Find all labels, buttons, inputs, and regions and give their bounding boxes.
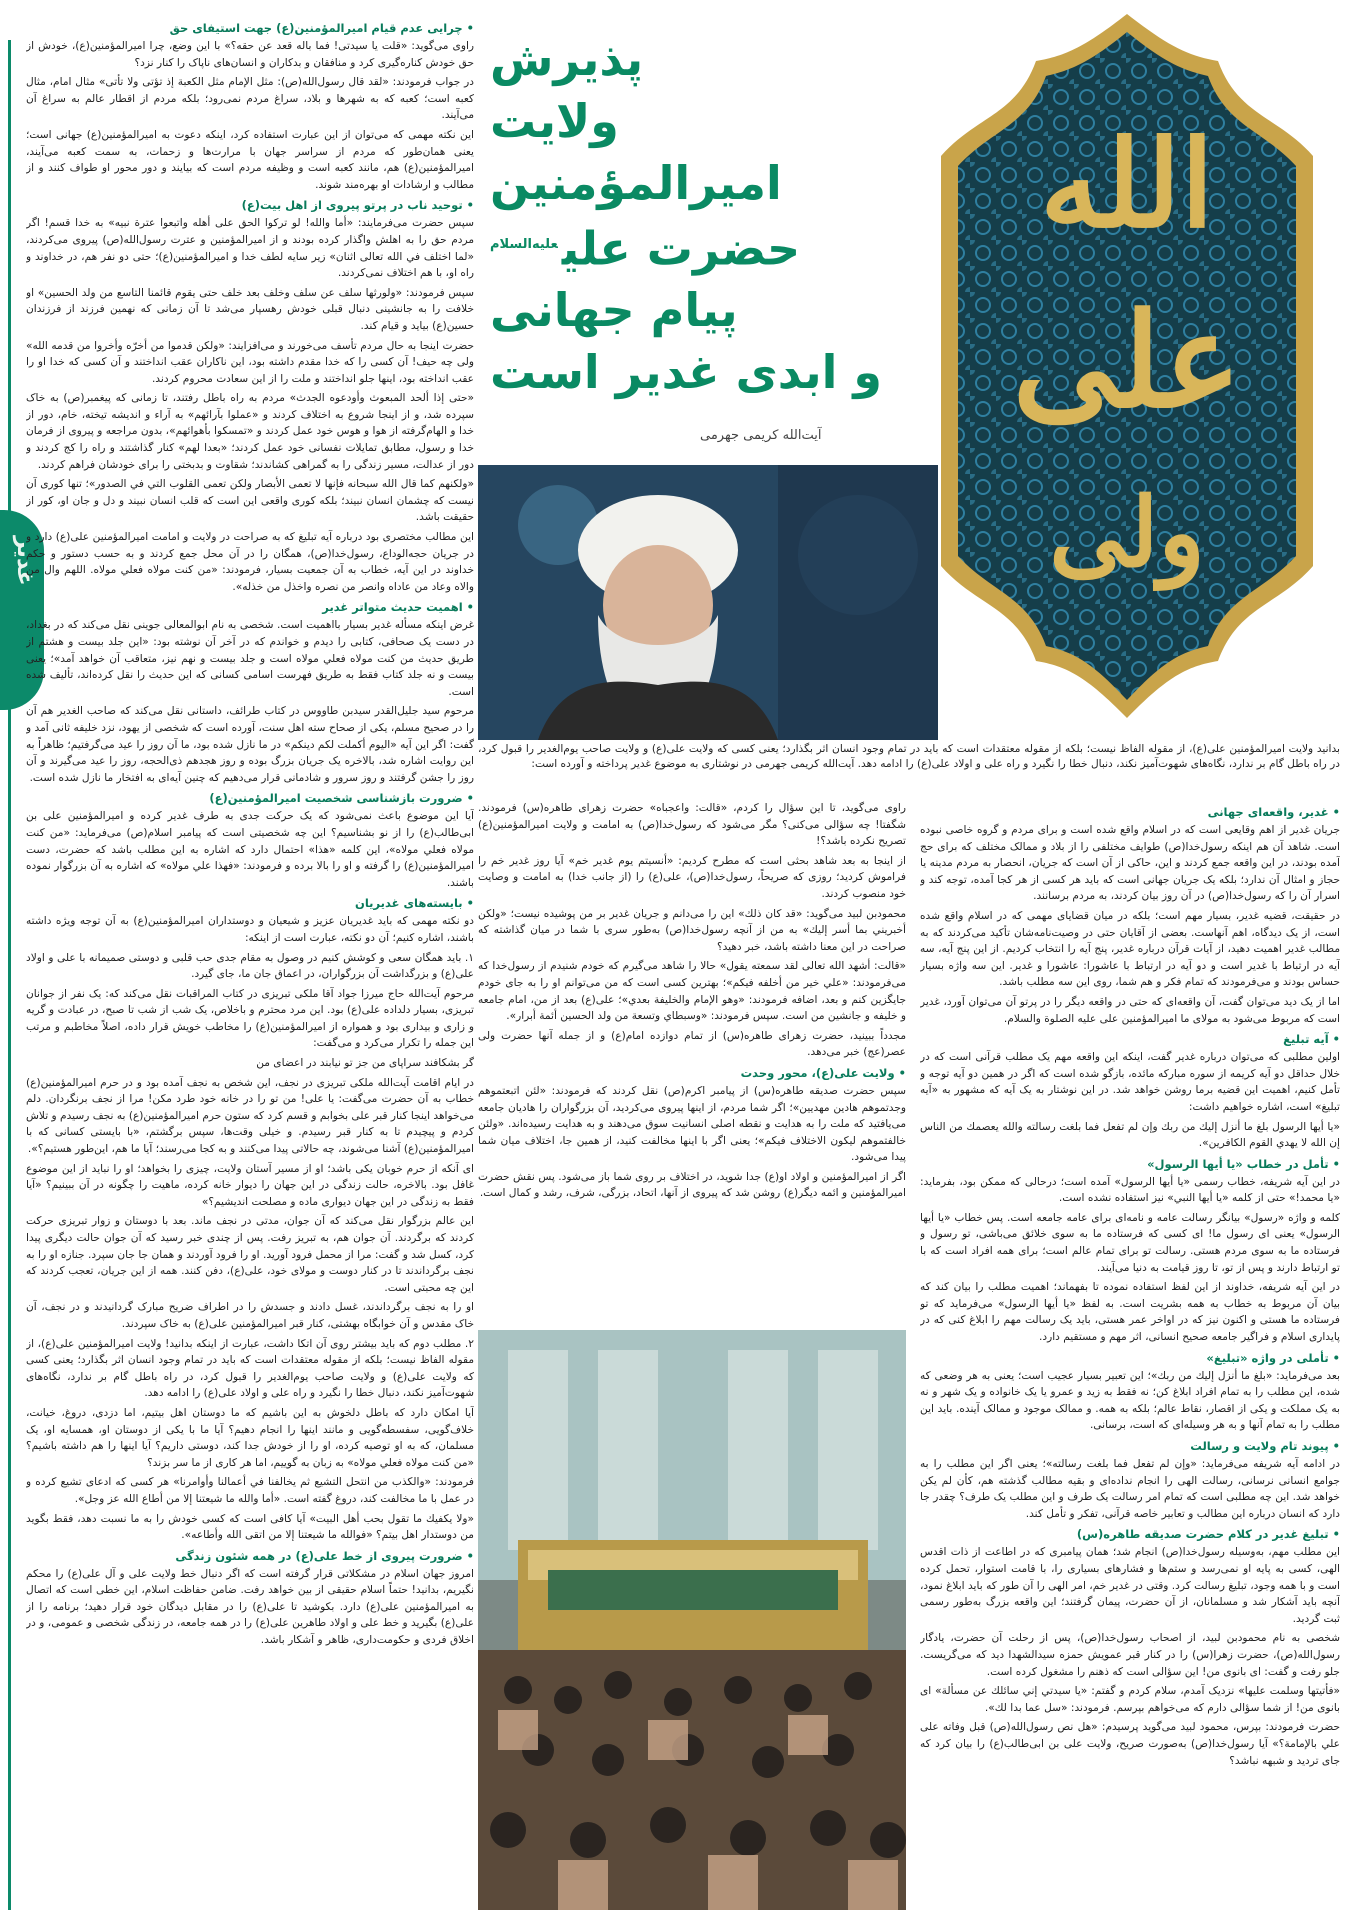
calligraphy-ali: علی [1012,284,1242,437]
paragraph: حضرت فرمودند: بپرس، محمود لبید می‌گوید پرسیدم: «هل نص رسول‌الله(ص) قبل وفاته على علي بالإمامة؟» آیا رسول‌خدا(ص) به‌صورت صریح، ولایت علی بن ابی‌طالب(ع) را بیان کرد که جای تردید و شبهه نباشد؟ [920,1721,1340,1767]
paragraph: راوی می‌گوید: «قلت یا سیدتی! فما باله قعد عن حقه؟» با این وضع، چرا امیرالمؤمنین(ع)، خودش از حق خودش کناره‌گیری کرد و منافقان و بدکاران و انسان‌های ناپاک را کنار نزد؟ [26,40,474,69]
section-heading: • تبلیغ غدیر در کلام حضرت صدیقه طاهره(س) [920,1525,1340,1543]
paragraph: آیا امکان دارد که باطل دلخوش به این باشیم که ما دوستان اهل بیتیم، اما دزدی، دروغ، خیانت، خلاف‌گویی، سفسطه‌گویی و مانند اینها را انجام دهیم؟ آیا ما با یکی از دوستان او، همسایه او، یک مسلمان، که به او توصیه کرده، او را از خودش جدا کند، دوستی داریم؟ آیا اینها را هم داشته باشیم؟ «من كنت مولاه فعلي مولاه» به زبان به گوییم، اما هر کاری از ما سر بزند؟ [26,1406,474,1469]
section-heading: • ولایت علی(ع)، محور وحدت [478,1064,906,1082]
paragraph: دو نکته مهمی که باید غدیریان عزیز و شیعیان و دوستداران امیرالمؤمنین(ع) به آن توجه ویژه داشته باشند، اشاره کنیم؛ آن دو نکته، عبارت است از اینکه: [26,915,474,944]
paragraph: سپس حضرت می‌فرمایند: «أما والله! لو تركوا الحق على أهله واتبعوا عترة نبيه» به خدا قسم! اگر مردم حق را به اهلش واگذار کرده بودند و از امیرالمؤمنین و عترت رسول‌الله(ص) پیروی می‌کردند، «لما اختلف في الله تعالى اثنان» زیر سایه لطف خدا و امیرالمؤمنین(ع)؛ حتی دو نفر هم، در خداوند و راه او، با هم اختلاف نمی‌کردند. [26,217,474,280]
paragraph: فرمودند: «والكذب من انتحل التشيع ثم يخالفنا في أعمالنا وأوامرنا» هر کسی که ادعای تشیع کرده و در عمل با ما مخالفت کند، دروغ گفته است. «أما والله ما شيعتنا إلا من أطاع الله عز وجل». [26,1476,474,1505]
paragraph: «ولا يكفيك ما تقول بحب أهل البيت» آیا کافی است که کسی خودش را به ما نسبت دهد، فقط بگوید من دوستدار اهل بیتم؟ «فوالله ما شيعتنا إلا من اتقى الله وأطاعه». [26,1512,474,1542]
calligraphy-allah: الله [1040,114,1214,255]
section-heading: • غدیر، واقعه‌ای جهانی [920,803,1340,821]
paragraph: در ادامه آیه شریفه می‌فرماید: «وإن لم تفعل فما بلغت رسالته»؛ یعنی اگر این مطلب را به جوامع انسانی نرسانی، رسالت الهی را انجام نداده‌ای و بقیه مطالب گذشته هم، کأن لم یکن خواهد شد. این چه مطلبی است که تمام امر رسالت یک طرف و این مطلب یک طرف؟ چقدر جا دارد که انسان درباره این مطالب و تعابیر خاصه قرآنی، تفکر و تأمل کند. [920,1458,1340,1520]
paragraph: در حقیقت، قضیه غدیر، بسیار مهم است؛ بلکه در میان قضایای مهمی که در اسلام واقع شده است، از یک دیدگاه، اهم آنهاست. بعضی از آقایان حتی در وصیت‌نامه‌شان تأکید می‌کردند که به مطالب غدیر اهمیت دهید، از آیات قرآن درباره غدیر، پنج آیه را انتخاب کردیم. از این پنج آیه، سه آیه در ارتباط با غدیر است و دو آیه در ارتباط با عاشورا: عاشورا و غدیر. این سه واژه بسیار حساس بودند و می‌فرمودند که تمام فکر و هم شما، روی این سه مطلب باشد. [920,909,1340,989]
headline-line-2: ولایت امیرالمؤمنین [490,94,782,210]
paragraph: امروز جهان اسلام در مشکلاتی قرار گرفته است که اگر دنبال خط ولایت علی و آل علی(ع) را محکم نگیریم، بدانید! حتماً اسلام حقیقی از بین خواهد رفت. ضامن حفاظت اسلام، این خطی است که اتصال به امیرالمؤمنین علی(ع) دارد. بکوشید تا علی(ع) را در مقابل دیدگان خود قرار دهید؛ برنامه را از علی(ع) بگیرید و خط علی و اولاد طاهرین علی(ع) را در همه جامعه، در زندگی شخصی و عمومی، و در اخلاق فردی و حکومت‌داری، ظاهر و آشکار باشد. [26,1567,474,1647]
section-heading: • ضرورت پیروی از خط علی(ع) در همه شئون زندگی [26,1547,474,1565]
headline [490,28,910,438]
author-byline: آیت‌الله کریمی جهرمی [700,428,822,443]
paragraph: «حتى إذا ألحد المبعوث وأودعوه الجدث» مردم به راه باطل رفتند، تا زمانی که پیغمبر(ص) به خاک سپرده شد، و از اینجا شروع به اختلاف کردند و «عملوا بآرائهم» به آراء و اندیشه تیخته، خام، دور از خدا و الهام‌گرفته از هوا و هوس خود عمل کردند و «تمسكوا بأهوائهم»، بدون مراجعه و پیروی از فرمان خدا و رسول، مطابق تمایلات نفسانی خود عمل کردند؛ «بعدا لهم» کنار گذاشتند و راه را کج کردند و دور از عدالت، مسیر زندگی را به گمراهی کشاندند؛ شقاوت و بدبختی را برای خودشان فراهم کردند. [26,392,474,471]
paragraph: مرحوم آیت‌الله حاج میرزا جواد آقا ملکی تبریزی در کتاب المراقبات نقل می‌کند که: یک نفر از جوانان تبریزی، بسیار دلداده علی(ع) بود. این مرد محترم و باخلاص، یک شب از شب تا صبح، در عبادت و گریه و زاری و بیداری بود و همواره از امیرالمؤمنین(ع) را مخاطب خویش قرار داده، اصلاً مخاطبم و مرتب این جمله را تکرار می‌کرد و می‌گفت: [26,987,474,1050]
headline-line-5: و ابدی غدیر است [490,345,882,400]
paragraph: در جواب فرمودند: «لقد قال رسول‌الله(ص): مثل الإمام مثل الكعبة إذ تؤتی ولا تأتی» مثال امام، مثال کعبه است؛ کعبه که به شهرها و بلاد، سراغ مردم نمی‌رود؛ بلکه مردم از اقطار عالم به سراغ آن می‌آیند. [26,76,474,122]
paragraph: حضرت اینجا به حال مردم تأسف می‌خورند و می‌افزایند: «ولكن قدموا من أخرّه وأخروا من قدمه الله» ولی چه حیف! آن کسی را که خدا مقدم داشته بود، این ناکاران عقب انداختند و آن کسی که خدا او را عقب انداخته بود، اینها جلو انداختند و ملت را از این سعادت محروم کردند. [26,339,474,385]
honorific: علیه‌السلام [490,237,558,252]
paragraph: بعد می‌فرماید: «بلغ ما أنزل إليك من ربك»؛ این تعبیر بسیار عجیب است؛ یعنی به هر وضعی که شده، این مطلب را به تمام افراد ابلاغ کن؛ نه فقط به زید و عمرو یا یک خانواده و یک شهر و نه به یک مملکت و یکی از اقصار، نقاط عالم؛ بلکه به همه. و ممالک موجود و ممالک آینده. باید این مطلب را به تمام آنها و به هر وسیله‌ای که است، برسانی. [920,1369,1340,1432]
paragraph: محمودبن لبید می‌گوید: «قد كان ذلك» این را می‌دانم و جریان غدیر بر من پوشیده نیست؛ «ولكن أخبريني بما أسر إليك» به من از آنچه رسول‌خدا(ص) به‌طور سری با شما در میان گذاشته که صراحت در این معنا داشته باشد، خبر دهید؟ [478,907,906,953]
paragraph: ای آنکه از حرم خوبان یکی باشد؛ او از مسیر آستان ولایت، چیزی را بخواهد؛ او را نباید از این موضوع غافل بود. بالاخره، حالت زندگی در این جهان را دیوار خانه کرده، ماهیت را چگونه در آن ببینیم؟ «آیا فقط به زندگی در این جهان دیواری ماده و مصلحت اندیشیم؟» [26,1162,474,1208]
calligraphy-vali: ولی [1049,476,1205,589]
paragraph: «قالت: أشهد الله تعالى لقد سمعته يقول» حالا را شاهد می‌گیرم که خودم شنیدم از رسول‌خدا که می‌فرمودند: «علي خير من أخلفه فيكم»؛ بهترین کسی است که من می‌توانم او را به جای خودم جایگزین کنم و بعد، اضافه فرمودند: «وهو الإمام والخليفة بعدي»؛ علی(ع) بعد از من، امام جامعه و خلیفه و جانشین من است. سپس فرمودند: «وسبطاي وتسعة من ولد الحسين أئمة أبرار». [478,960,906,1023]
paragraph: ۲. مطلب دوم که باید بیشتر روی آن اتکا داشت، عبارت از اینکه بدانید! ولایت امیرالمؤمنین علی(ع)، از مقوله الفاظ نیست؛ بلکه از مقوله معتقدات است که باید در تمام وجود انسان اثر بگذارد؛ یعنی کسی که ولایت علی(ع) و ولایت صاحب یوم‌الغدیر را قبول کرد، در راه باطل گام بر ندارد، نگاه‌های شهوت‌آمیز نکند، دنبال خطا را نگیرد و راه علی و اولاد علی(ع) را ادامه دهد. [26,1337,474,1400]
paragraph: آیا این موضوع باعث نمی‌شود که یک حرکت جدی به طرف غدیر کرده و امیرالمؤمنین علی بن ابی‌طالب(ع) را از نو بشناسیم؟ این چه شخصیتی است که پیامبر اسلام(ص) می‌فرماید: «من كنت مولاه فعلي مولاه»، این کلمه «هذا» احتمال دارد که اشاره به این مطلب باشد که حضرت، دست امیرالمؤمنین(ع) را گرفته و او را بالا برده و فرمودند: «فهذا علي مولاه» که اشاره به آن بزرگوار نموده باشند. [26,810,474,889]
paragraph: در این آیه شریفه، خداوند از این لفظ استفاده نموده تا بفهماند؛ اهمیت مطلب را بیان کند که بیان آن مربوط به خطاب به همه بشریت است. به لفظ «يا أيها الرسول» می‌فرماید که تو فرستاده ما هستی و اکنون نیز که در اواخر عمر هستی، باید یک رسالت مهم را ابلاغ کنی که در پایداری اسلام و فراگیر جامعه صحیح انسانی، اثر مهم و مستقیم دارد. [920,1281,1340,1344]
shrine-photo [478,1330,906,1910]
section-heading: • چرایی عدم قیام امیرالمؤمنین(ع) جهت استیفای حق [26,19,474,37]
margin-rule [8,40,11,1910]
shrine-graphic [478,1330,906,1910]
paragraph: غرض اینکه مسأله غدیر بسیار با‌اهمیت است. شخصی به نام ابوالمعالی جوینی نقل می‌کند که در بغداد، در دست یک صحافی، کتابی را دیدم و خواندم که در آخر آن نوشته بود: «این جلد بیست و هشتم از طریق حدیث من كنت مولاه فعلي مولاه است و جلد بیست و نهم نیز، متعاقب آن خواهد آمد»؛ یعنی بیست و نه جلد کتاب فقط به طریق فهرست اسامی کسانی که این حدیث را نقل کرده‌اند، تألیف شده است. [26,619,474,698]
calligraphy-medallion [918,6,1336,726]
paragraph: «يا أيها الرسول بلغ ما أنزل إليك من ربك وإن لم تفعل فما بلغت رسالته والله يعصمك من الناس إن الله لا يهدي القوم الكافرين». [920,1120,1340,1150]
portrait-photo [478,465,938,740]
headline-line-4: پیام جهانی [490,283,738,338]
headline-line-3-text: حضرت علی [561,221,801,276]
paragraph: این مطلب مهم، به‌وسیله رسول‌خدا(ص) انجام شد؛ همان پیامبری که در اطاعت از ذات اقدس الهی، کسی به پایه او نمی‌رسد و ستم‌ها و فشارهای بسیاری را، با قامت استوار، تحمل کرده است و با همه وجود، تبلیغ رسالت کرد. وقتی در غدیر خم، امر الهی را آن طور که باید ابلاغ نمود، آنچه باید آشکار شد و مسلمانان، از آن حضرت، پیمان گرفتند؛ این واقعه بزرگ به‌طور رسمی ثبت گردید. [920,1546,1340,1625]
margin-ornament-text: غدیر [12,536,37,586]
paragraph: اولین مطلبی که می‌توان درباره غدیر گفت، اینکه این واقعه مهم یک مطلب قرآنی است که در خلال حداقل دو آیه کریمه از سوره مبارکه مائده، بازگو شده است که اگر در همین دو آیه توجه و تأمل کنیم، اهمیت این قضیه برما روشن خواهد شد. در این نوشتار به یک آیه که مشهور به «آیه تبلیغ» است، اشاره خواهیم داشت: [920,1051,1340,1113]
lead-caption: بدانید ولایت امیرالمؤمنین علی(ع)، از مقوله الفاظ نیست؛ بلکه از مقوله معتقدات است که باید در تمام وجود انسان اثر بگذارد؛ یعنی کسی که ولایت علی(ع) و ولایت صاحب یوم‌الغدیر را قبول کرد، در راه باطل گام بر ندارد، نگاه‌های شهوت‌آمیز نکند، دنبال خطا را نگیرد و راه علی و اولاد علی(ع) را ادامه دهد. آیت‌الله کریمی جهرمی در نوشتاری به موضوع غدیر پرداخته و آورده است: [478,743,1340,770]
paragraph: راوی می‌گوید، تا این سؤال را کردم، «قالت: واعجباه» حضرت زهرای طاهره(س) فرمودند. شگفتا! چه سؤالی می‌کنی؟ مگر می‌شود که رسول‌خدا(ص) به امامت و ولایت امیرالمؤمنین(ع) تصریح نکرده باشد؟! [478,802,906,848]
paragraph: در ایام اقامت آیت‌الله ملکی تبریزی در نجف، این شخص به نجف آمده بود و در حرم امیرالمؤمنین(ع) خطاب به آن حضرت می‌گفت: یا علی! من تو را در خانه خود طرد مکن! مرا از نجف برنگردان. دلم می‌خواهد اینجا کنار قبر علی بخوابم و قسم کرد که ستون حرم امیرالمؤمنین(ع) به نجف رسیدم و تلاش کردم و پیچیدم تا به کنار قبر رسیدم. و خیلی وقت‌ها، سپس برگشتم، «با بایستی کسانی که با امیرالمؤمنین(ع) آشنا می‌شوند، چه حالاتی پیدا می‌کنند و به کجا می‌رسند؛ آیا ما هم، این‌طور هستیم؟». [26,1076,474,1156]
left-text-column [26,16,474,1906]
paragraph: اما از یک دید می‌توان گفت، آن واقعه‌ای که حتی در واقعه دیگر را در پرتو آن می‌توان آورد، غدیر است که مربوط می‌شود به مولای ما امیرالمؤمنین علی علیه الصلوة والسلام. [920,995,1340,1025]
headline-line-1: پذیرش [490,32,644,86]
section-heading: • بایسته‌های غدیریان [26,894,474,912]
portrait-graphic [478,465,938,740]
paragraph: سپس فرمودند: «ولورثها سلف عن سلف وخلف بعد خلف حتى يقوم قائمنا التاسع من ولد الحسين» او خلافت را به جانشینی دنبال قبلی خودش رهسپار می‌شد تا آن زمانی که نهمین فرزند از فرزندان حسین(ع) بیاید و قیام کند. [26,286,474,332]
middle-text-column [478,800,906,1320]
paragraph: اگر از امیرالمؤمنین و اولاد او(ع) جدا شوید، در اختلاف بر روی شما باز می‌شود. پس نقش حضرت امیرالمؤمنین و ائمه دیگر(ع) روشن شد که پیروی از آنها، اتحاد، بزرگی، شرف، رشد و کمال است. [478,1170,906,1200]
headline-line-3 [490,214,910,279]
section-heading: • آیه تبلیغ [920,1030,1340,1048]
paragraph: از اینجا به بعد شاهد بحثی است که مطرح کردیم: «أنسيتم يوم غدير خم» آیا روز غدیر خم را فراموش کردید؛ روزی که صریحاً، رسول‌خدا(ص)، علی(ع) را (از جانب خدا) به امامت و وصایت خود منصوب کردند. [478,854,906,900]
paragraph: این نکته مهمی که می‌توان از این عبارت استفاده کرد، اینکه دعوت به امیرالمؤمنین(ع) جهانی است؛ یعنی همان‌طور که مردم از سراسر جهان با مرارت‌ها و زحمات، به سمت کعبه می‌آیند، امیرالمؤمنین(ع) هم، مانند کعبه است و وظیفه مردم است که بیایند و دور محور او طواف کنند و از مطالب و ارشادات او بهره‌مند شوند. [26,128,474,191]
paragraph: «ولكنهم كما قال الله سبحانه فإنها لا تعمى الأبصار ولكن تعمى القلوب التي في الصدور»؛ تنها کوری آن نیست که چشمان انسان نبیند؛ بلکه کوری واقعی این است که قلب انسان نبیند و دل و جان او، کور از حقیقت باشد. [26,478,474,524]
paragraph: سپس حضرت صدیقه طاهره(س) از پیامبر اکرم(ص) نقل کردند که فرمودند: «لئن اتبعتموهم وجدتموهم هادين مهديين»؛ اگر شما مردم، از اینها پیروی می‌کردید، آن بزرگواران را هادیان جامعه می‌یافتید که ملت را به هدایت و نقطه اصلی انسانیت سوق می‌دهند و به هدایت رسیده‌اند. «ولئن خالفتموهم ليكون الاختلاف فيكم»؛ یعنی اگر با اینها مخالفت کنید، از همین جا، اختلاف میان شما پیدا می‌شود. [478,1084,906,1164]
paragraph: این عالم بزرگوار نقل می‌کند که آن جوان، مدتی در نجف ماند. بعد با دوستان و زوار تبریزی حرکت کردند که برگردند. آن جوان هم، به تبریز رفت. پس از چندی خبر رسید که آن جوان حالت دیگری پیدا کرد، کسل شد و گفت: مرا از محمل فرود آورید. او را فرود آوردند و همان جا جان سپرد. جنازه او را به نجف برگرداندند تا در کنار دوست و مولای خود، علی(ع)، دفن کنند. همه از این جریان، تعجب کردند که این چه محبتی است. [26,1215,474,1294]
section-heading: • تأملی در واژه «تبلیغ» [920,1349,1340,1367]
section-heading: • توحید ناب در پرتو پیروی از اهل بیت(ع) [26,196,474,214]
paragraph: گر بشکافند سراپای من جز تو نیابند در اعضای من [256,1057,474,1070]
section-heading: • پیوند تام ولایت و رسالت [920,1437,1340,1455]
paragraph: «فأتيتها وسلمت عليها» نزدیک آمدم، سلام کردم و گفتم: «يا سيدتي إني سائلك عن مسألة» ای بانوی من! از شما سؤالی دارم که می‌خواهم بپرسم. فرمودند: «سل عما بدا لك». [920,1685,1340,1714]
section-heading: • تأمل در خطاب «یا أیها الرسول» [920,1155,1340,1173]
medallion-graphic [918,6,1336,726]
paragraph: مرحوم سید جلیل‌القدر سیدبن طاووس در کتاب طرائف، داستانی نقل می‌کند که صاحب الغدیر هم آن را در صحیح مسلم، یکی از صحاح سته اهل سنت، آورده است که شخصی از یهود، نزد خلیفه ثانی آمد و گفت: اگر این آیه «اليوم أكملت لكم دينكم» در ما نازل شده بود، ما آن روز را عید می‌گرفتیم؛ ظاهراً به این روایت اشاره شد، بالاخره یک جریان بزرگ بوده و روز هجدهم ذی‌الحجه، روز را عید می‌گیرند و آن روز را جشن گرفتند و روز سرور و شادمانی قرار می‌دهیم که چنین آیه‌ای به افتخار ما نازل شده است. [26,705,474,784]
paragraph: مجدداً ببینید، حضرت زهرای طاهره(س) از تمام دوازده امام(ع) و از جمله آنها حضرت ولی عصر(عج) خبر می‌دهد. [478,1029,906,1059]
paragraph: شخصی به نام محمودبن لبید، از اصحاب رسول‌خدا(ص)، پس از رحلت آن حضرت، یادگار رسول‌الله(ص)، حضرت زهرا(س) را در کنار قبر عمویش حمزه سیدالشهدا دید که می‌گریست. جلو رفت و گفت: ای بانوی من! این سؤالی است که ذهنم را مشغول کرده است. [920,1632,1340,1678]
section-heading: • ضرورت بازشناسی شخصیت امیرالمؤمنین(ع) [26,789,474,807]
paragraph: او را به نجف برگرداندند، غسل دادند و جسدش را در اطراف ضریح مبارک گردانیدند و در نجف، آن خاک مقدس و آن خوابگاه بهشتی، کنار قبر امیرالمؤمنین علی(ع) به خاک سپردند. [26,1301,474,1330]
section-heading: • اهمیت حدیث متواتر غدیر [26,598,474,616]
paragraph: کلمه و واژه «رسول» بیانگر رسالت عامه و نامه‌ای برای عامه جامعه است. پس خطاب «یا أیها الرسول» یعنی ای رسول ما! ای کسی که فرستاده ما به سوی خلائق می‌باشی، تو رسول و فرستاده ما به سوی مردم هستی. رسالت تو برای تمام عالم است؛ برای همه افراد است که با تو ارتباط دارند و پس از تو، تا روز قیامت به دنیا می‌آیند. [920,1211,1340,1274]
paragraph: ۱. باید همگان سعی و کوشش کنیم در وصول به مقام جدی حب قلبی و دوستی صمیمانه با علی و اولاد علی(ع) و بزرگداشت آن بزرگواران، در اعماق جان ما، جای گیرد. [26,951,474,981]
paragraph: این مطالب مختصری بود درباره آیه تبلیغ که به صراحت در ولایت و امامت امیرالمؤمنین علی(ع) دارد و در جریان حجه‌الوداع، رسول‌خدا(ص)، همگان را در آن محل جمع کردند و به حسب دستور و حکم خداوند در این آیه، خطاب به آن جمعیت بسیار، فرمودند: «من كنت مولاه فعلي مولاه. اللهم وال من والاه وعاد من عاداه وانصر من نصره واخذل من خذله». [26,531,474,593]
right-text-column [920,800,1340,1910]
paragraph: در این آیه شریفه، خطاب رسمی «يا أيها الرسول» آمده است؛ درحالی که ممکن بود، بفرماید: «یا محمد!» حتی از کلمه «يا أيها النبي» نیز استفاده نشده است. [920,1175,1340,1205]
paragraph: جریان غدیر از اهم وقایعی است که در اسلام واقع شده است و برای مردم و گروه خاصی نبوده است. شاهد آن هم اینکه رسول‌خدا(ص) طوایف مختلفی را از بلاد و ممالک مختلف که برای حج آمده بودند، در این واقعه جمع کردند و این، حاکی از آن است که جریان، انحصار به مردم مدینه یا حجاز و امثال آن ندارد؛ بلکه یک جریان جهانی است که باید هر کسی از هر کجا آمده، توجه کند و اسرار آن را که رسول‌خدا(ص) در آن روز بیان کردند، به مردم برسانند. [920,824,1340,903]
